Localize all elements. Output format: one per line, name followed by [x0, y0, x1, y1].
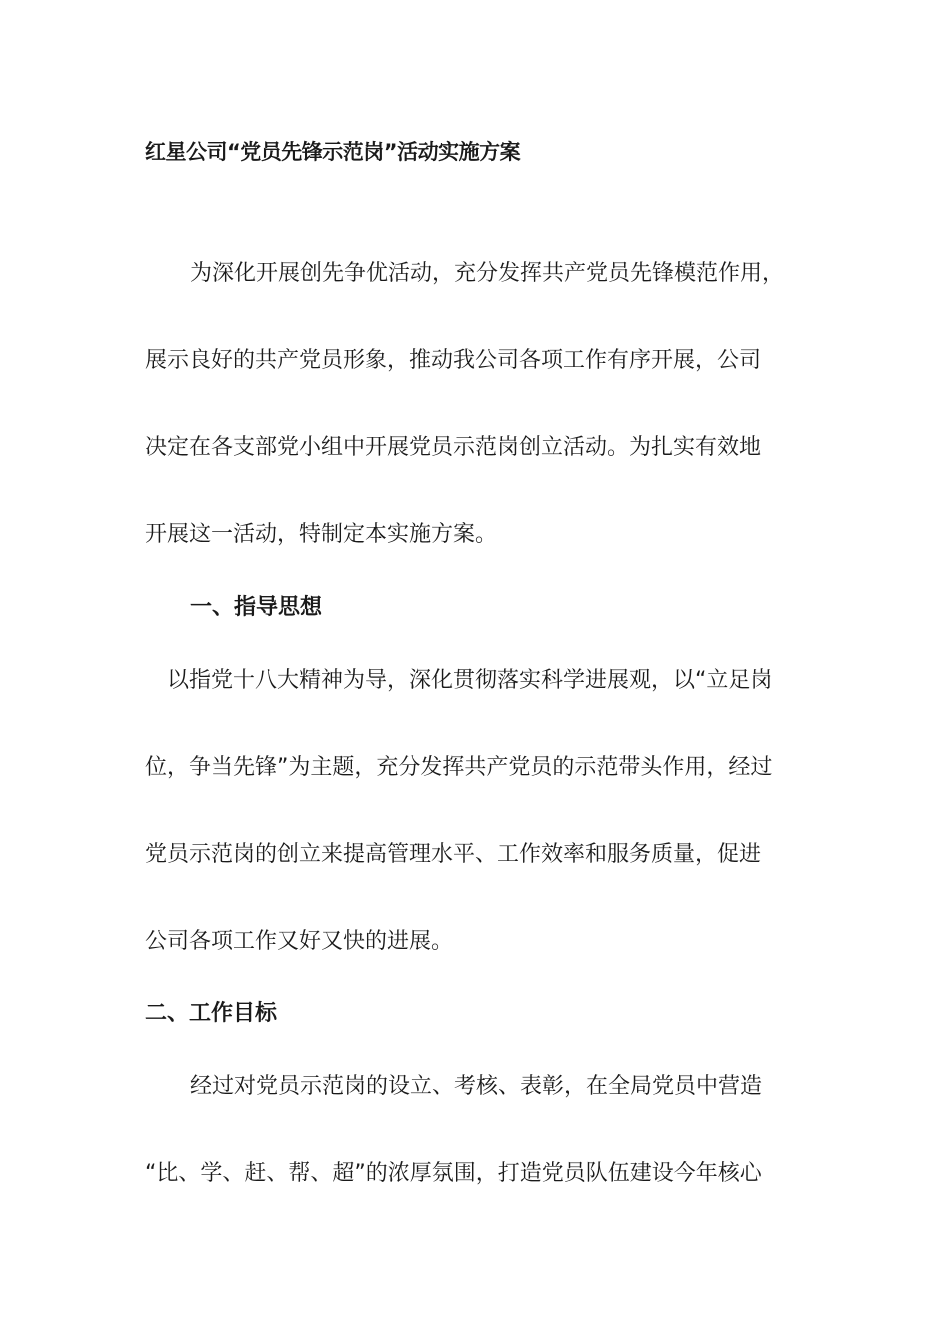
section2-line-2: “比、学、赶、帮、超”的浓厚氛围，打造党员队伍建设今年核心: [145, 1161, 762, 1186]
intro-line-4: 开展这一活动，特制定本实施方案。: [145, 522, 498, 547]
intro-line-2: 展示良好的共产党员形象，推动我公司各项工作有序开展，公司: [145, 348, 762, 373]
section1-heading: 一、指导思想: [190, 595, 323, 620]
intro-line-3: 决定在各支部党小组中开展党员示范岗创立活动。为扎实有效地: [145, 435, 762, 460]
section1-line-2: 位，争当先锋”为主题，充分发挥共产党员的示范带头作用，经过: [145, 755, 773, 780]
section1-line-1: 以指党十八大精神为导，深化贯彻落实科学进展观，以“立足岗: [167, 668, 773, 693]
section1-line-3: 党员示范岗的创立来提高管理水平、工作效率和服务质量，促进: [145, 842, 762, 867]
section2-line-1: 经过对党员示范岗的设立、考核、表彰，在全局党员中营造: [190, 1074, 763, 1099]
section2-heading: 二、工作目标: [145, 1001, 278, 1026]
intro-line-1: 为深化开展创先争优活动，充分发挥共产党员先锋模范作用，: [190, 261, 785, 286]
section1-line-4: 公司各项工作又好又快的进展。: [145, 929, 454, 954]
document-title: 红星公司“党员先锋示范岗”活动实施方案: [145, 140, 521, 164]
